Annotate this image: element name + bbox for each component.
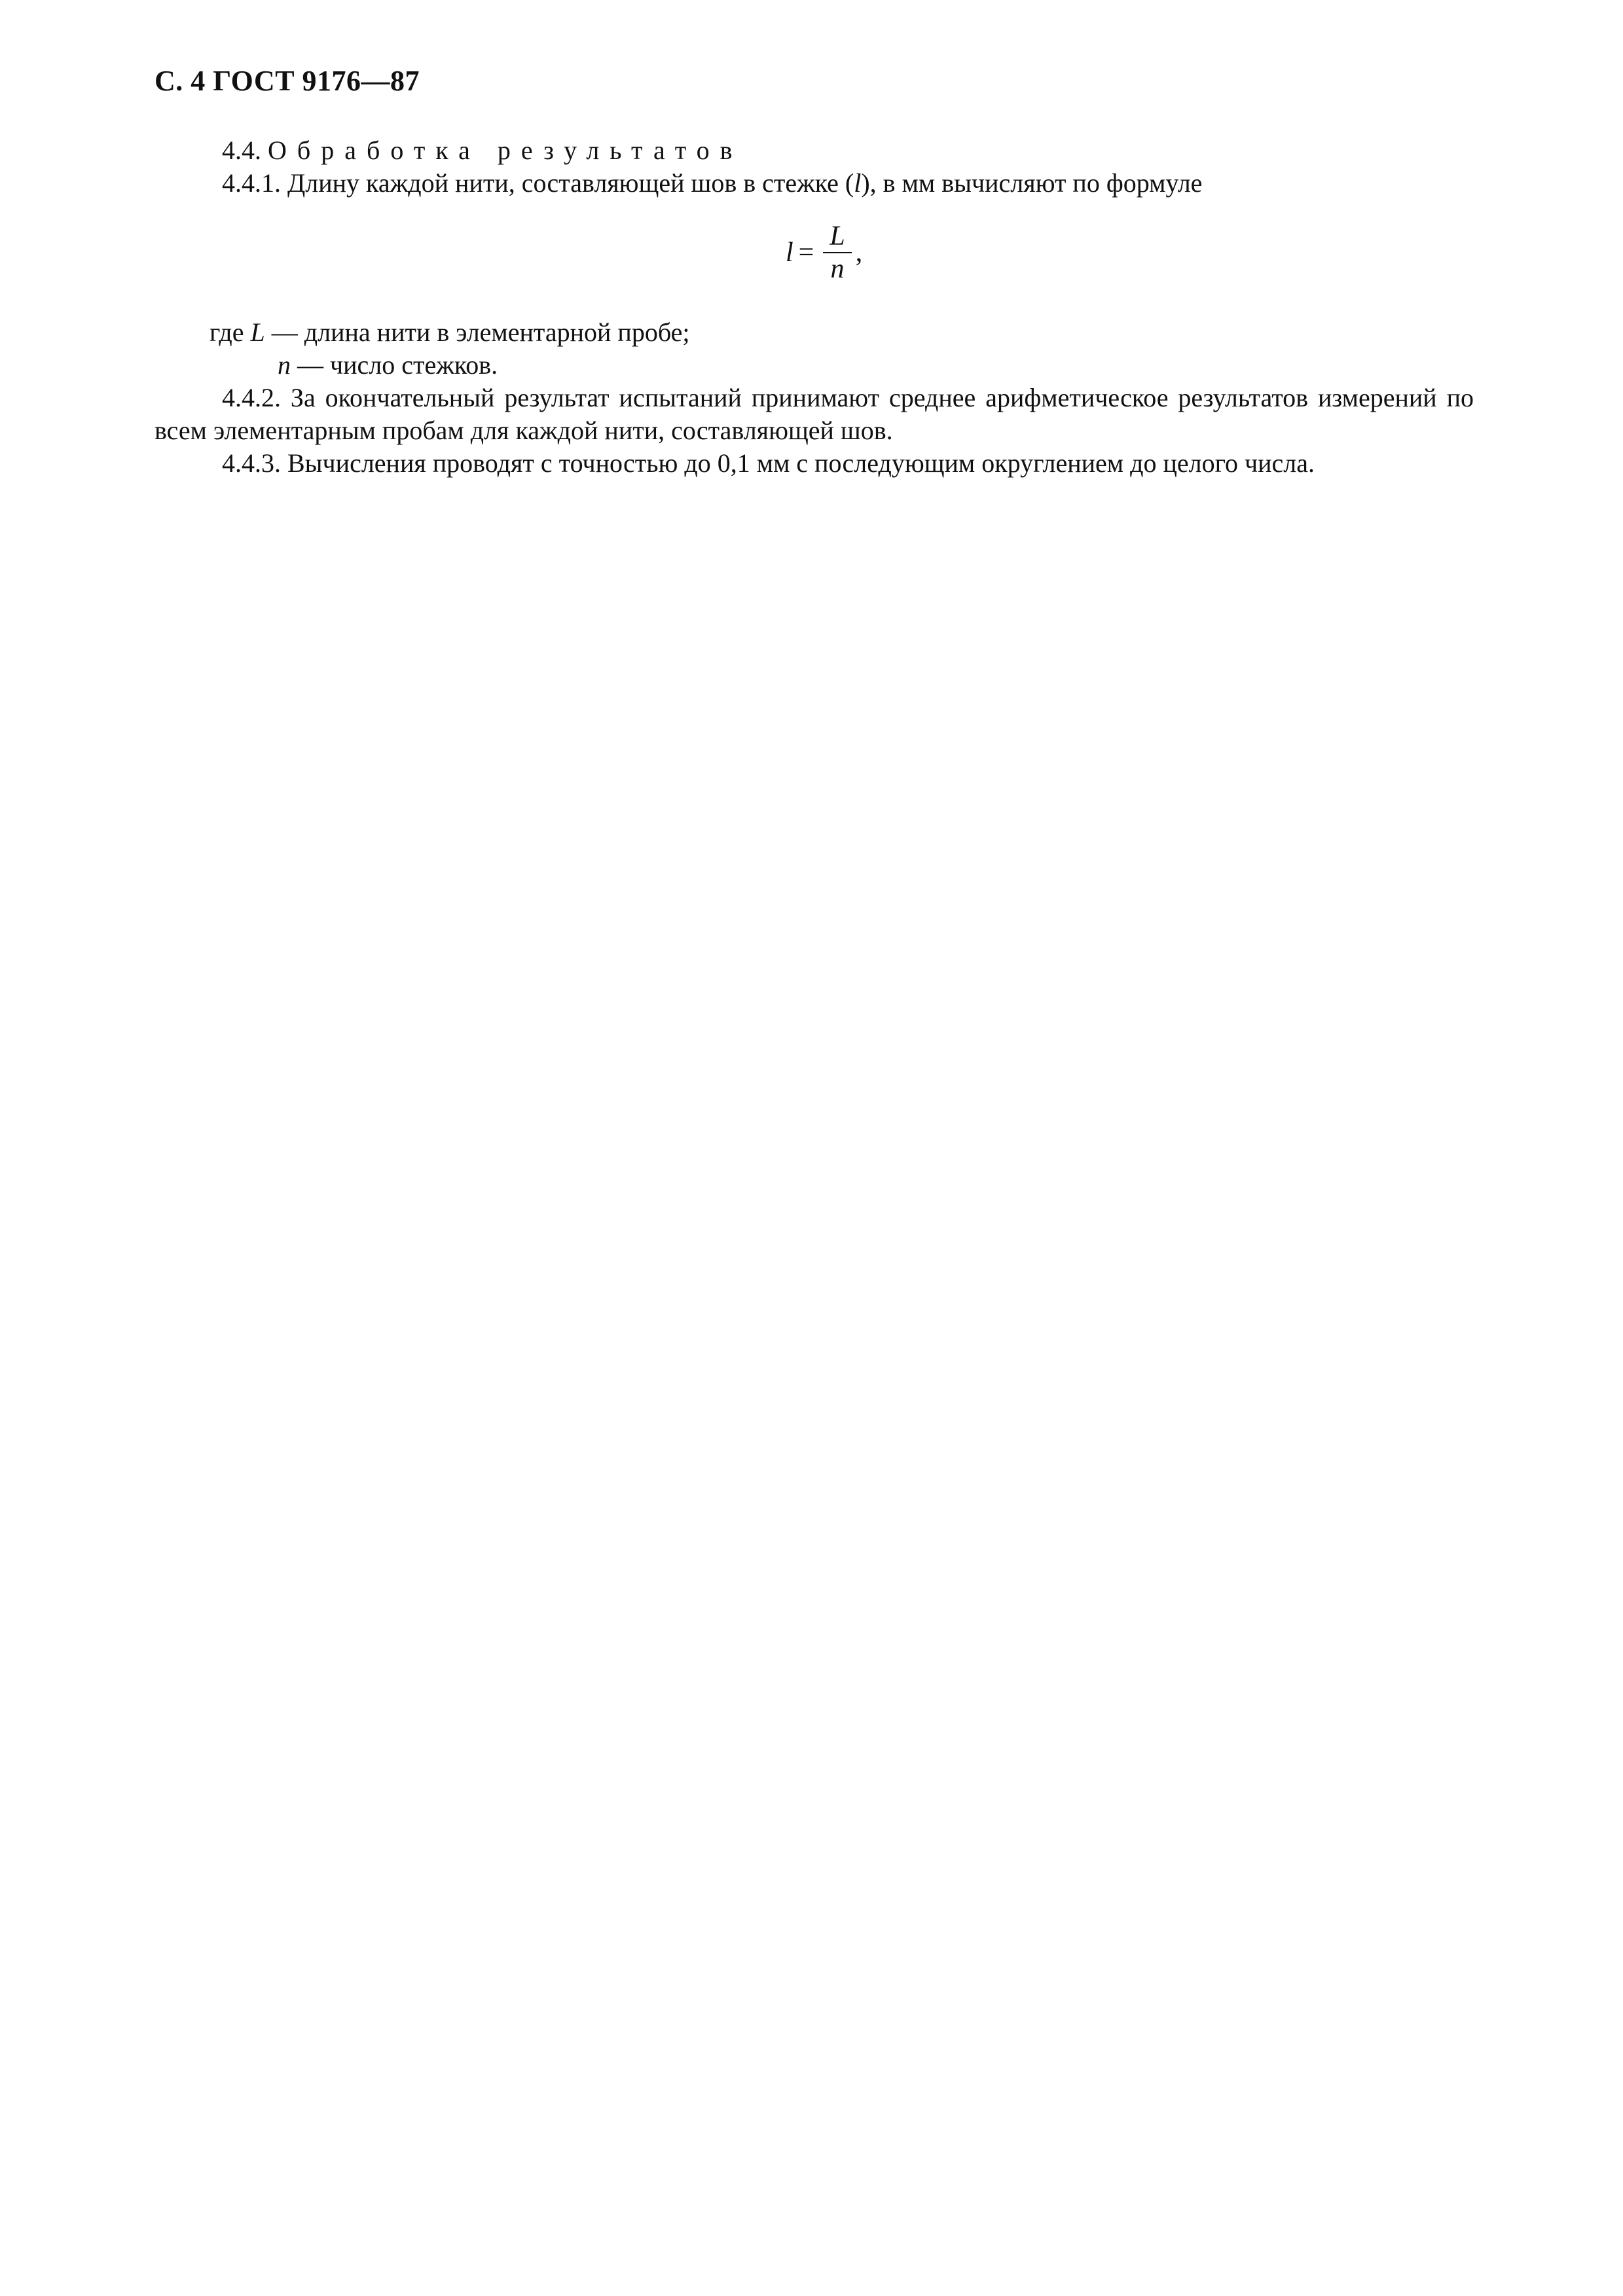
formula [786,221,862,285]
where-text-2: — число стежков. [291,350,498,380]
paragraph-text: За окончательный результат испытаний принимают среднее арифметическое результатов измерений по всем элементарным пробам для каждой нити, составляющей шов. [155,383,1474,445]
paragraph-number: 4.4.3. [222,448,281,478]
formula-trailing: , [855,238,863,268]
page-header [155,64,420,98]
where-var-n: n [278,350,291,380]
paragraph-4-4-3 [155,447,1474,480]
formula-block [155,200,1474,316]
variable-l: l [854,168,862,198]
section-heading [155,134,1474,167]
section-number: 4.4. [222,135,261,165]
paragraph-number: 4.4.2. [222,383,281,412]
paragraph-text-before: Длину каждой нити, составляющей шов в стежке ( [287,168,854,198]
formula-denominator: n [830,254,845,284]
where-word: где [210,317,244,347]
formula-lhs: l [786,238,793,268]
page-header-title: С. 4 ГОСТ 9176—87 [155,65,420,97]
document-body [155,134,1474,480]
paragraph-text: Вычисления проводят с точностью до 0,1 мм с последующим округлением до целого числа. [287,448,1315,478]
where-line-2 [155,349,1474,382]
paragraph-text-after: ), в мм вычисляют по формуле [861,168,1203,198]
where-var-L: L [250,317,265,347]
formula-fraction [823,221,851,285]
paragraph-4-4-2 [155,382,1474,447]
where-line-1 [155,316,1474,349]
formula-equals: = [798,238,814,268]
formula-numerator: L [830,221,845,251]
paragraph-4-4-1 [155,167,1474,200]
paragraph-number: 4.4.1. [222,168,281,198]
section-title: Обработка результатов [268,135,743,165]
where-text-1: — длина нити в элементарной пробе; [264,317,690,347]
